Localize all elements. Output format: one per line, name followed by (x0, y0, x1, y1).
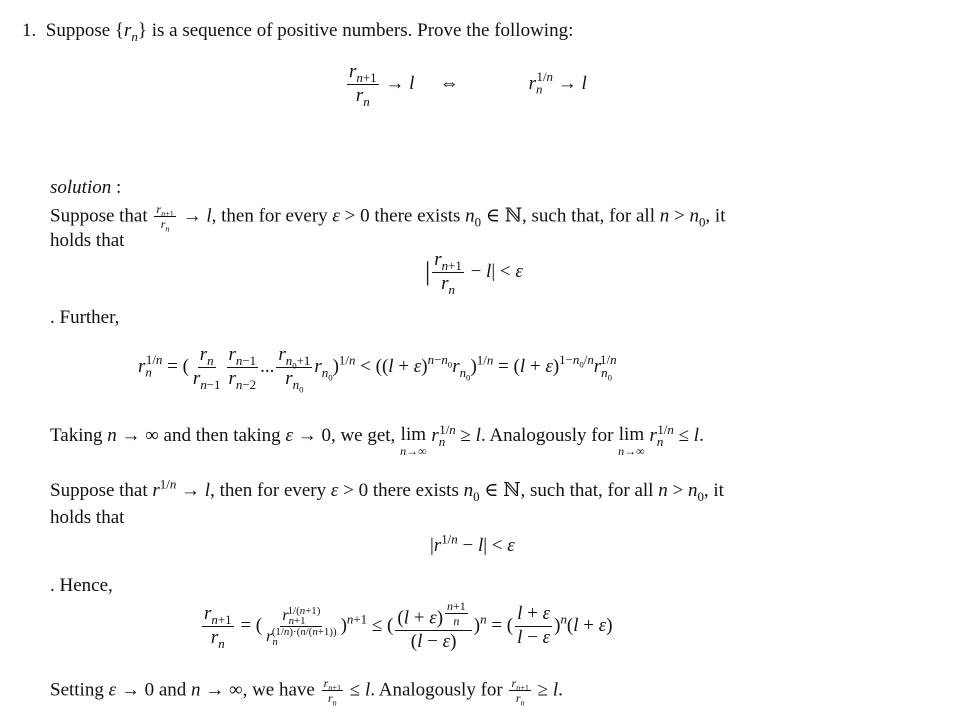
problem-text: Suppose $\{r_n\}$ is a sequence of positive numbers. Prove the following: (41, 20, 574, 44)
equation-abs-ratio: | $\frac{r_{n+1}}{r_n}$ − l| < ε (425, 249, 523, 297)
equation-ratio: $\frac{r_{n+1}}{r_n}$ = ( $\frac{r_{n+1}^{1/(n+1)}}{r_n^{(1/n)\cdot(n/(n+1))}}$ )$^{n+1}$ ≤ ( (l + ε) $^{\frac{n+1}{n}}$ (l − ε) )$^n$ = ( $\frac{l + \varepsilon}{l - \varepsilon}$ )$^n$(l + ε) (204, 599, 613, 653)
equation-abs-root: $|r^{1/n} - l| < \varepsilon$ (430, 531, 515, 556)
paragraph-2-line-1: Suppose that $r^{1/n} \to l$, then for every ε > 0 there exists $n_0$ ∈ ℕ, such that, for all $n > n_0$, it (50, 476, 724, 504)
main-equivalence: $\frac{r_{n+1}}{r_n}$ → l ⇔ $r_n^{1/n} \to l$ (349, 61, 587, 109)
paragraph-1-line-1: Suppose that $\frac{r_{n+1}}{r_n}$ → l, then for every ε > 0 there exists $n_0$ ∈ ℕ, such that, for all $n > n_0$, it (50, 202, 726, 234)
taking-limit-line: Taking n → ∞ and then taking ε → 0, we get, lim n→∞ $r_n^{1/n} \ge l$. Analogously for lim n→∞ $r_n^{1/n} \le l$. (50, 421, 704, 458)
problem-statement (22, 20, 573, 43)
solution-heading: solution : (50, 177, 122, 198)
hence-text: . Hence, (50, 575, 113, 596)
problem-number: 1. (22, 20, 37, 41)
equation-product: $r_n^{1/n}$ = ( $\frac{r_n}{r_{n-1}}$ $\frac{r_{n-1}}{r_{n-2}}$ ... $\frac{r_{n_0+1}}{r_{n_0}}$ $r_{n_0})^{1/n} < ((l + \varepsilon)^{n-n_0}r_{n_0})^{1/n} = (l + \varepsilon)^{1-n_0/n}r_{n_0}^{1/n}$ (138, 344, 617, 395)
paragraph-1-line-2: holds that (50, 230, 125, 251)
paragraph-2-line-2: holds that (50, 507, 125, 528)
setting-line: Setting ε → 0 and n → ∞, we have $\frac{r_{n+1}}{r_n}$ ≤ l. Analogously for $\frac{r_{n+1}}{r_n}$ ≥ l. (50, 676, 563, 708)
further-text: . Further, (50, 307, 120, 328)
